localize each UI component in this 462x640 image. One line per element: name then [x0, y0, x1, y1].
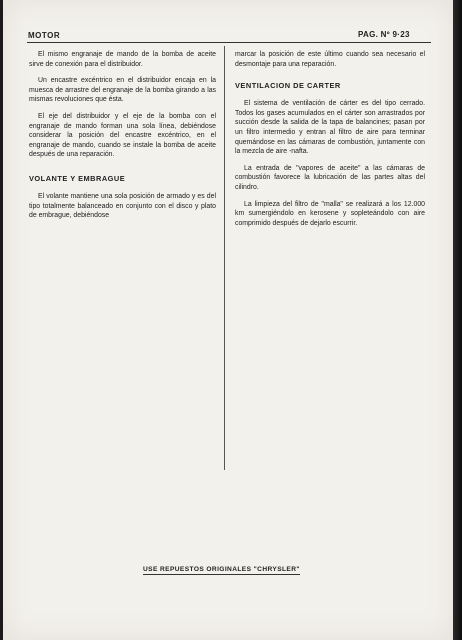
paragraph: El eje del distribuidor y el eje de la bomba con el engranaje de mando forman una sola línea, debiéndose considerar la posición del encastre excéntrico, en el engranaje de mando, cuando se instale la bomba de aceite después de una reparación. [29, 112, 216, 159]
paragraph: El mismo engranaje de mando de la bomba de aceite sirve de conexión para el distribuidor. [29, 51, 216, 68]
header-rule [27, 42, 431, 43]
paragraph: La entrada de "vapores de aceite" a las cámaras de combustión favorece la lubricación de las partes altas del cilindro. [235, 164, 425, 191]
paragraph: El sistema de ventilación de cárter es del tipo cerrado. Todos los gases acumulados en el cárter son arrastrados por succión desde la salida de la tapa de balancines; pasan por un filtro intermedio y entran al filtro de aire para terminar quemándose en las cámaras de combustión, juntamente con la mezcla de aire -nafta. [235, 100, 425, 156]
right-column [235, 50, 425, 235]
footer-notice: USE REPUESTOS ORIGINALES "CHRYSLER" [143, 566, 300, 573]
left-column [29, 50, 216, 228]
page-number: PAG. Nº 9·23 [358, 30, 410, 39]
section-heading-volante: VOLANTE Y EMBRAGUE [29, 173, 126, 183]
paragraph: La limpieza del filtro de "malla" se realizará a los 12.000 km sumergiéndolo en kerosene y sopleteándolo con aire comprimido después de dejarlo escurrir. [235, 200, 425, 227]
page-edge-shadow [453, 0, 462, 640]
section-heading-ventilacion: VENTILACION DE CARTER [235, 81, 341, 91]
section-title: MOTOR [28, 31, 61, 40]
paragraph: marcar la posición de este último cuando sea necesario el desmontaje para una reparación. [235, 51, 425, 68]
paragraph: El volante mantiene una sola posición de armado y es del tipo totalmente balanceado en conjunto con el disco y plato de embrague, debiéndose [29, 192, 216, 220]
column-divider [224, 46, 225, 470]
document-page [3, 0, 455, 640]
paragraph: Un encastre excéntrico en el distribuidor encaja en la muesca de arrastre del engranaje de la bomba girando a las mismas revoluciones que ésta. [29, 77, 216, 104]
